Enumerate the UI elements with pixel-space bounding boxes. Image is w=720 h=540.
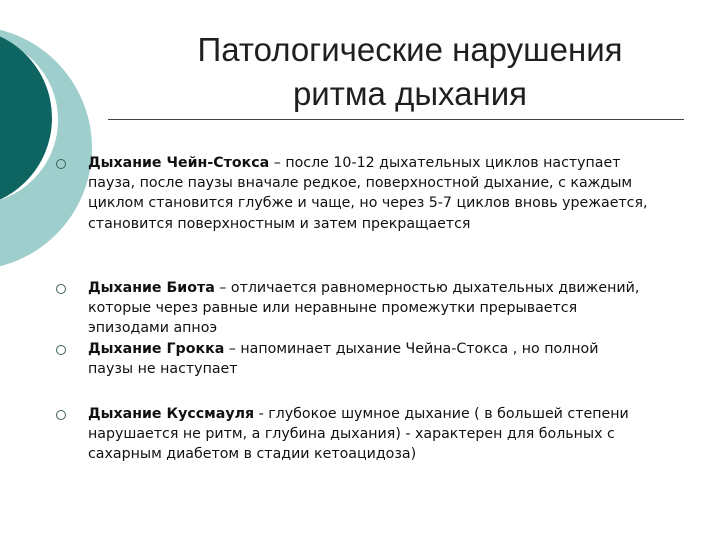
item-text: – отличается равномерностью дыхательных движений, которые через равные или неравныне промежутки прерывается эпизодами апноэ bbox=[88, 280, 640, 337]
list-item-cheyne-stokes bbox=[88, 153, 648, 234]
slide-title-line-1: Патологические нарушения bbox=[197, 31, 623, 68]
bullet-icon bbox=[56, 284, 66, 294]
item-term: Дыхание Грокка bbox=[88, 341, 225, 357]
bullet-icon bbox=[56, 410, 66, 420]
list-item-biot bbox=[88, 278, 648, 339]
slide-title-line-2: ритма дыхания bbox=[292, 75, 528, 112]
item-term: Дыхание Чейн-Стокса bbox=[88, 155, 270, 171]
item-text: – напоминает дыхание Чейна-Стокса , но полной паузы не наступает bbox=[88, 341, 599, 378]
item-text: - глубокое шумное дыхание ( в большей степени нарушается не ритм, а глубина дыхания) - характерен для больных с сахарным диабетом в стадии кетоацидоза) bbox=[88, 406, 629, 463]
bullet-icon bbox=[56, 159, 66, 169]
item-term: Дыхание Биота bbox=[88, 280, 215, 296]
item-term: Дыхание Куссмауля bbox=[88, 406, 255, 422]
bullet-icon bbox=[56, 345, 66, 355]
list-item-kussmaul bbox=[88, 404, 648, 465]
item-text: – после 10-12 дыхательных циклов наступает пауза, после паузы вначале редкое, поверхностной дыхание, с каждым циклом становится глубже и чаще, но через 5-7 циклов вновь урежается, становится поверхностным и затем прекращается bbox=[88, 155, 648, 232]
list-item-grocco bbox=[88, 339, 648, 379]
